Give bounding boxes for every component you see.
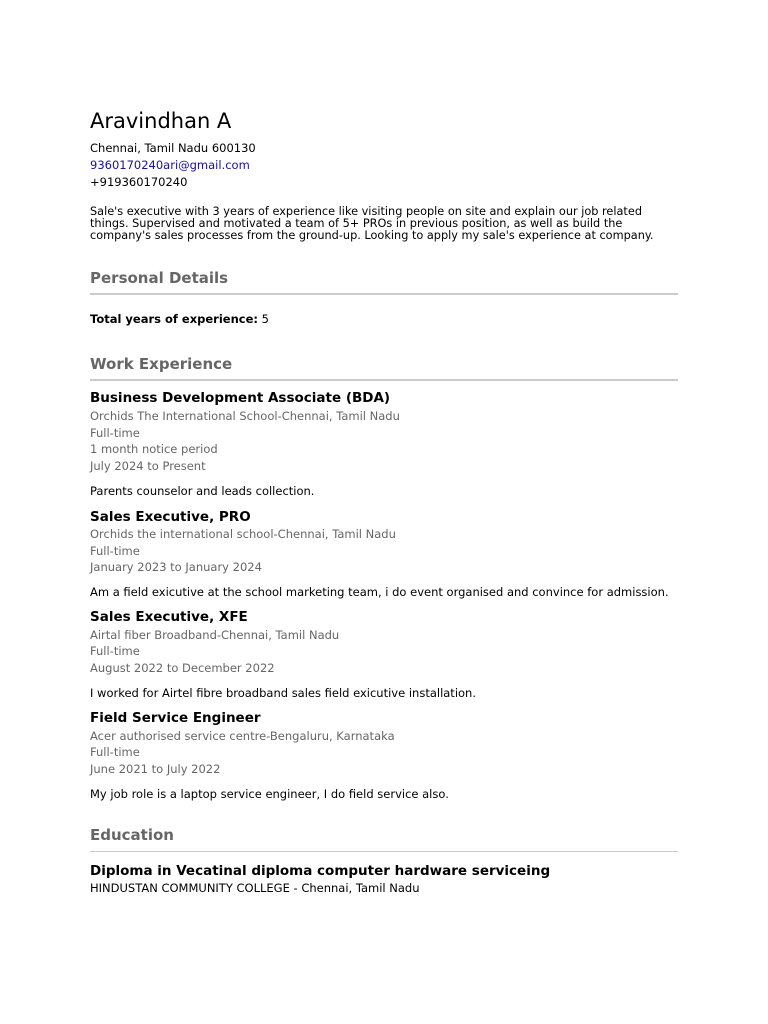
job-company: Orchids the international school-Chennai, Tamil Nadu: [90, 527, 396, 541]
job-type: Full-time: [90, 426, 140, 440]
job-notice-period: 1 month notice period: [90, 442, 218, 456]
job-type: Full-time: [90, 544, 140, 558]
candidate-phone: +919360170240: [90, 175, 188, 189]
job-dates: January 2023 to January 2024: [90, 560, 262, 574]
total-experience: [90, 312, 269, 326]
job-company: Acer authorised service centre-Bengaluru, Karnataka: [90, 729, 395, 743]
job-company: Airtal fiber Broadband-Chennai, Tamil Nadu: [90, 628, 340, 642]
section-title-education: Education: [90, 826, 174, 844]
section-divider: [90, 293, 678, 295]
job-dates: June 2021 to July 2022: [90, 762, 221, 776]
section-divider: [90, 379, 678, 381]
job-title: Sales Executive, XFE: [90, 609, 248, 625]
candidate-location: Chennai, Tamil Nadu 600130: [90, 141, 256, 155]
education-degree: Diploma in Vecatinal diploma computer hardware serviceing: [90, 863, 551, 879]
job-title: Sales Executive, PRO: [90, 509, 251, 525]
job-type: Full-time: [90, 745, 140, 759]
section-title-work-experience: Work Experience: [90, 355, 233, 373]
job-description: Parents counselor and leads collection.: [90, 484, 315, 498]
job-dates: August 2022 to December 2022: [90, 661, 275, 675]
job-company: Orchids The International School-Chennai, Tamil Nadu: [90, 409, 400, 423]
job-description: My job role is a laptop service engineer, I do field service also.: [90, 787, 449, 801]
job-type: Full-time: [90, 644, 140, 658]
section-divider: [90, 851, 678, 852]
total-experience-label: Total years of experience:: [90, 312, 258, 326]
candidate-name: Aravindhan A: [90, 109, 232, 133]
job-dates: July 2024 to Present: [90, 459, 206, 473]
job-description: I worked for Airtel fibre broadband sales field exicutive installation.: [90, 686, 476, 700]
profile-summary: Sale's executive with 3 years of experience like visiting people on site and explain our job related things. Supervised and motivated a team of 5+ PROs in previous position, as well as build the company's sales processes from the ground-up. Looking to apply my sale's experience at company.: [90, 205, 654, 242]
candidate-email-link[interactable]: 9360170240ari@gmail.com: [90, 158, 250, 172]
job-title: Business Development Associate (BDA): [90, 390, 391, 406]
job-description: Am a field exicutive at the school marketing team, i do event organised and convince for admission.: [90, 585, 669, 599]
section-title-personal-details: Personal Details: [90, 269, 229, 287]
job-title: Field Service Engineer: [90, 710, 261, 726]
total-experience-value: 5: [261, 312, 269, 326]
education-school: HINDUSTAN COMMUNITY COLLEGE - Chennai, Tamil Nadu: [90, 881, 420, 895]
